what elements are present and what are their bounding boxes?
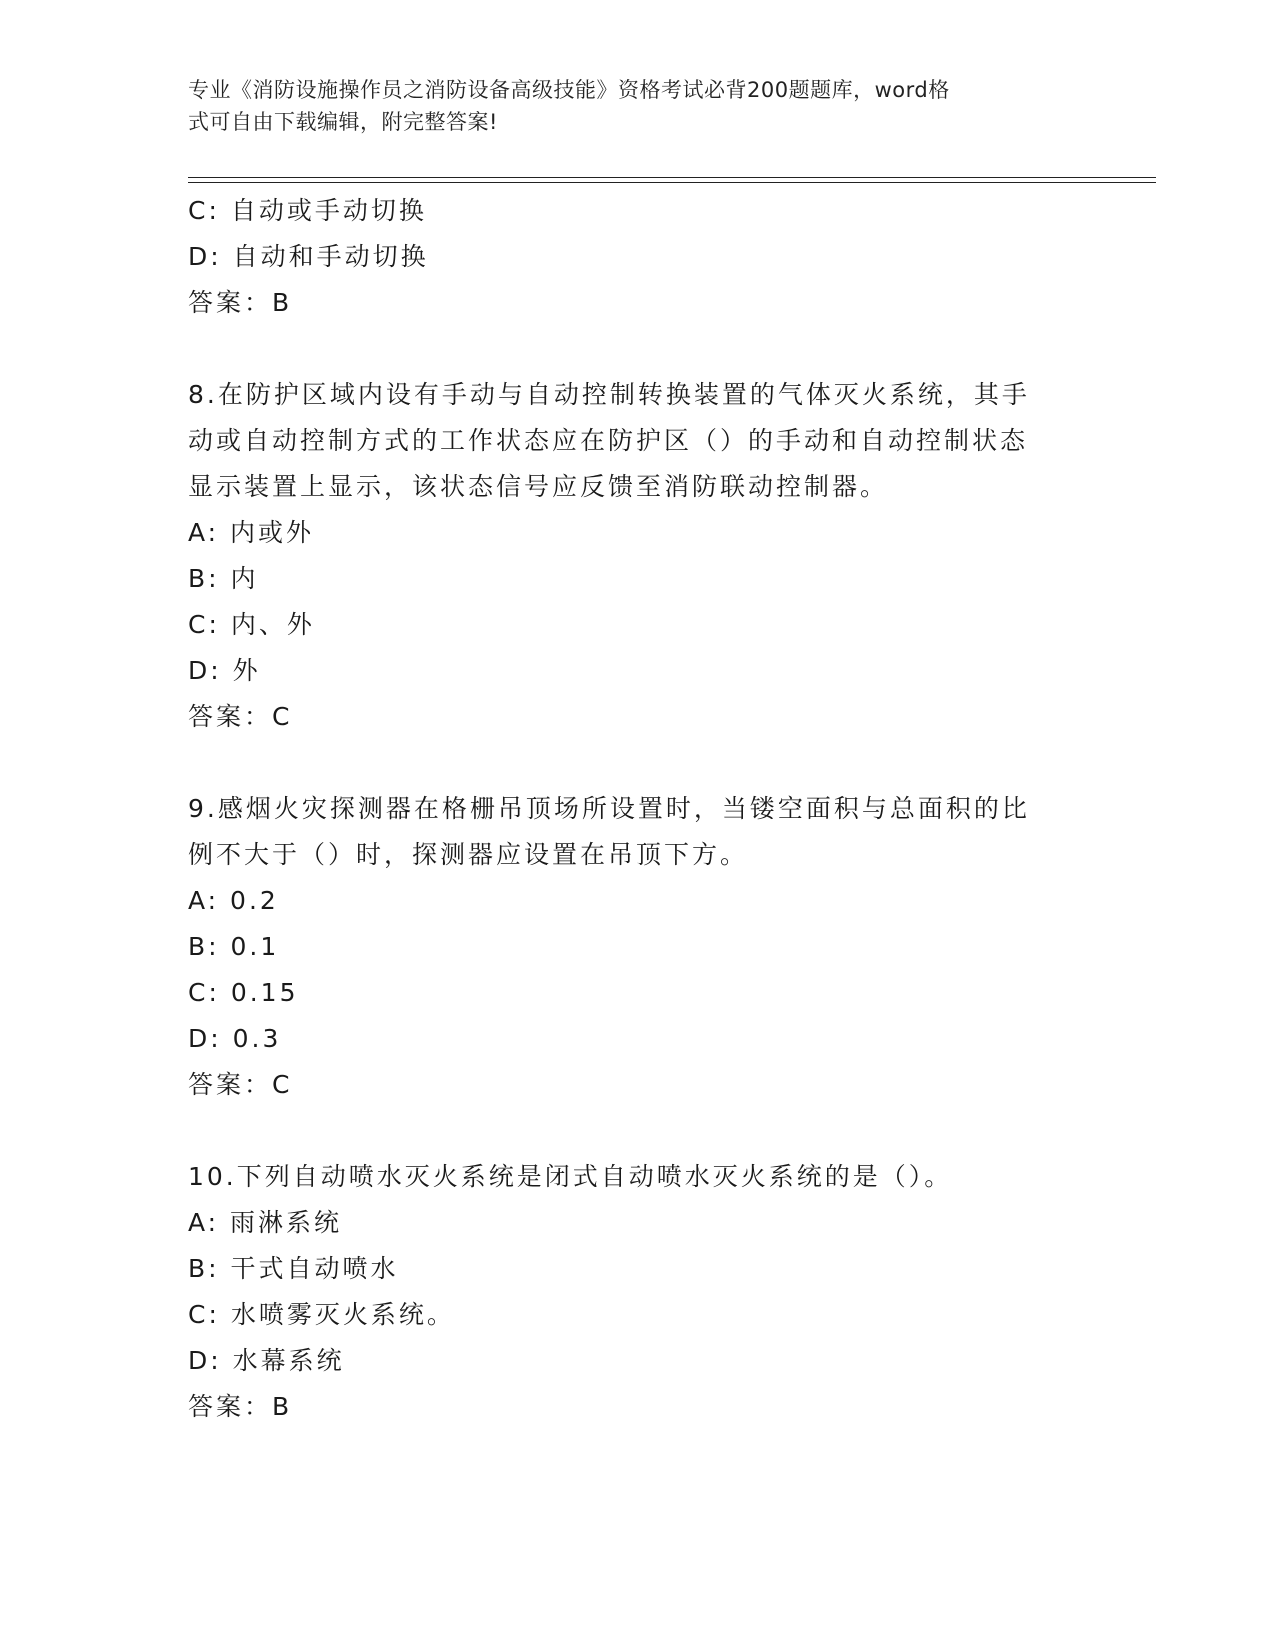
document-body <box>188 188 1088 1430</box>
question-7-tail <box>188 188 1088 326</box>
option-a: A: 0.2 <box>188 886 279 915</box>
question-stem-line: 8.在防护区域内设有手动与自动控制转换装置的气体灭火系统，其手 <box>188 380 1030 409</box>
option-c: C: 0.15 <box>188 978 299 1007</box>
header-line-2: 式可自由下载编辑，附完整答案! <box>188 110 498 134</box>
answer-line: 答案：B <box>188 288 293 317</box>
header-divider-top <box>188 177 1156 178</box>
option-a: A: 雨淋系统 <box>188 1208 343 1237</box>
option-d: D: 自动和手动切换 <box>188 242 429 271</box>
answer-line: 答案：C <box>188 702 293 731</box>
option-a: A: 内或外 <box>188 518 315 547</box>
question-stem-line: 9.感烟火灾探测器在格栅吊顶场所设置时，当镂空面积与总面积的比 <box>188 794 1030 823</box>
question-stem-line: 例不大于（）时，探测器应设置在吊顶下方。 <box>188 840 749 869</box>
option-c: C: 水喷雾灭火系统。 <box>188 1300 455 1329</box>
document-header <box>188 74 1068 138</box>
option-d: D: 0.3 <box>188 1024 282 1053</box>
option-b: B: 干式自动喷水 <box>188 1254 399 1283</box>
header-divider-bottom <box>188 182 1156 183</box>
question-8 <box>188 372 1088 740</box>
option-c: C: 自动或手动切换 <box>188 196 427 225</box>
option-d: D: 水幕系统 <box>188 1346 345 1375</box>
answer-line: 答案：C <box>188 1070 293 1099</box>
question-stem-line: 10.下列自动喷水灭火系统是闭式自动喷水灭火系统的是（）。 <box>188 1162 953 1191</box>
answer-line: 答案：B <box>188 1392 293 1421</box>
header-line-1: 专业《消防设施操作员之消防设备高级技能》资格考试必背200题题库，word格 <box>188 78 950 102</box>
option-d: D: 外 <box>188 656 261 685</box>
question-stem-line: 动或自动控制方式的工作状态应在防护区（）的手动和自动控制状态 <box>188 426 1029 455</box>
option-b: B: 内 <box>188 564 259 593</box>
option-c: C: 内、外 <box>188 610 315 639</box>
question-stem-line: 显示装置上显示，该状态信号应反馈至消防联动控制器。 <box>188 472 889 501</box>
question-9 <box>188 786 1088 1108</box>
question-10 <box>188 1154 1088 1430</box>
option-b: B: 0.1 <box>188 932 280 961</box>
